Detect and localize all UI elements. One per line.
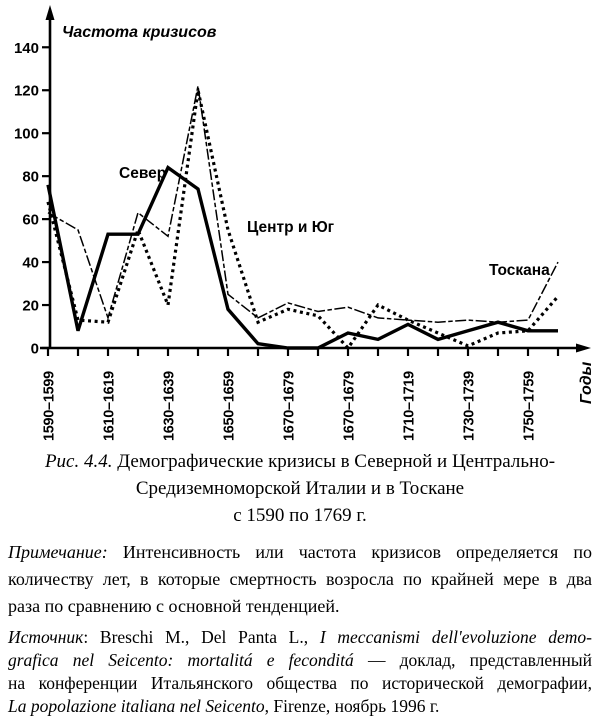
y-tick-label: 60 [22,211,39,229]
text-line [8,475,592,502]
text-line [8,566,592,593]
text-line [8,649,592,672]
text: количеству лет, в которые смертность возросла по крайней мере в два [8,569,592,589]
series-label: Север [119,165,167,182]
series-label: Тоскана [489,262,550,279]
y-tick-label: 100 [13,125,39,143]
y-axis-arrow [46,5,55,20]
text-line [8,695,592,718]
text: Интенсивность или частота кризисов определяется по [107,542,592,562]
italic-text: Рис. 4.4. [44,451,113,472]
y-tick-label: 0 [30,340,39,358]
x-axis-title: Годы [578,361,595,404]
x-tick-label: 1590–1599 [41,371,58,441]
x-tick-label: 1610–1619 [101,371,118,441]
text-line [8,672,592,695]
x-tick-label: 1670–1679 [281,371,298,441]
text-line [8,448,592,475]
series-line-toskana [48,86,558,322]
x-tick-label: 1710–1719 [401,371,418,441]
text: : Breschi M., Del Panta L., [83,627,320,647]
y-tick-label: 40 [22,254,39,272]
text: — доклад, представленный [353,650,592,670]
x-tick-label: 1630–1639 [161,371,178,441]
italic-text: La popolazione italiana nel Seicento [8,696,265,716]
text: с 1590 по 1769 г. [233,505,367,526]
figure-source [8,626,592,718]
text-line [8,502,592,529]
text: Средиземноморской Италии и в Тоскане [135,478,465,499]
series-label: Центр и Юг [247,219,335,236]
x-axis-arrow [576,344,591,353]
text: , Firenze, ноябрь 1996 г. [264,696,440,716]
y-tick-label: 80 [22,168,39,186]
text: раза по сравнению с основной тенденцией. [8,596,340,616]
x-tick-label: 1650–1659 [221,371,238,441]
x-tick-label: 1750–1759 [521,371,538,441]
y-tick-label: 120 [13,82,39,100]
y-tick-label: 20 [22,297,39,315]
text: Демографические кризисы в Северной и Центрально- [112,451,556,472]
italic-text: I meccanismi dell'evoluzione demo- [319,627,592,647]
text-line [8,539,592,566]
y-axis-title: Частота кризисов [62,24,217,41]
x-tick-label: 1670–1679 [341,371,358,441]
text-line [8,626,592,649]
figure-caption [8,448,592,529]
y-tick-label: 140 [13,39,39,57]
italic-text: Источник [8,627,84,647]
text-line [8,593,592,620]
italic-text: Примечание: [8,542,108,562]
x-tick-label: 1730–1739 [461,371,478,441]
italic-text: grafica nel Seicento: mortalitá e feconditá [8,650,354,670]
text: на конференции Итальянского общества по исторической демографии, [8,673,592,693]
figure-note [8,539,592,620]
